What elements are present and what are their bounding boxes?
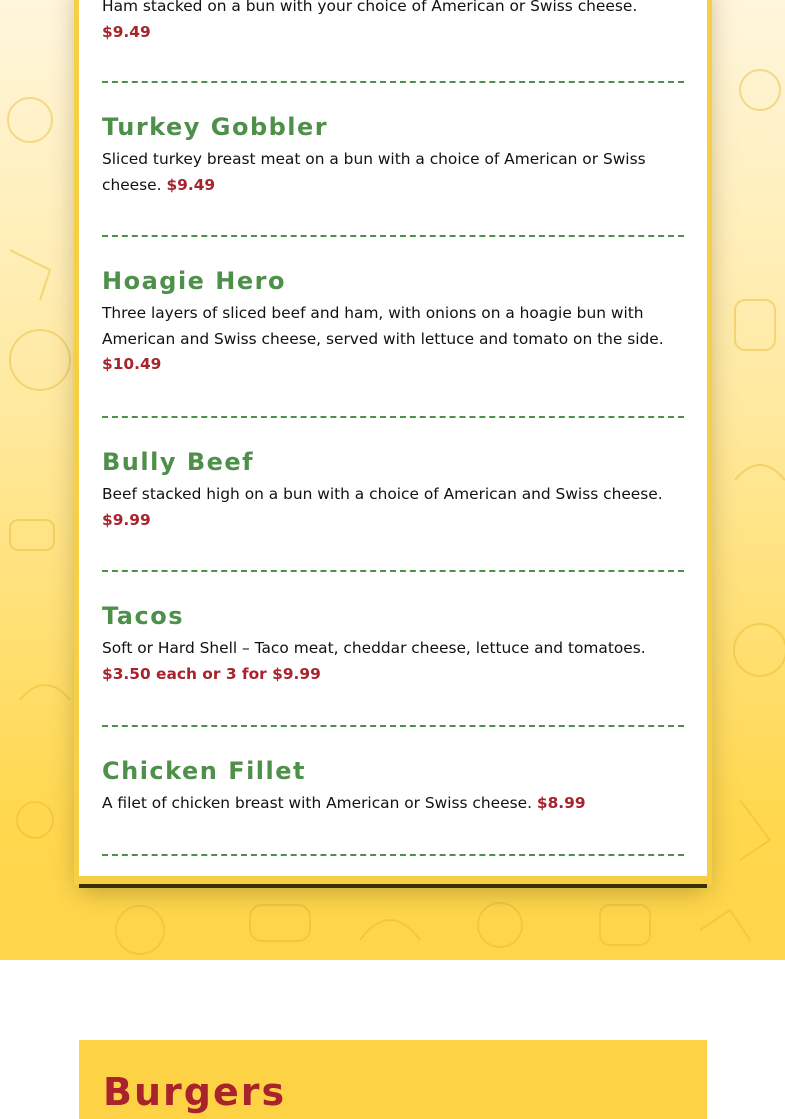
menu-item-description: [102, 301, 684, 378]
menu-item-description: [102, 636, 684, 687]
menu-item-name: Bully Beef: [102, 448, 255, 476]
menu-item-description: [102, 482, 684, 533]
dashed-divider: [102, 235, 684, 237]
menu-item-name: Tacos: [102, 602, 184, 630]
menu-item-name: Chicken Fillet: [102, 757, 307, 785]
dashed-divider: [102, 570, 684, 572]
menu-item-chicken-fillet: [102, 757, 684, 817]
menu-item-name: Turkey Gobbler: [102, 113, 329, 141]
menu-item-hoagie-hero: [102, 267, 684, 378]
menu-item-tacos: [102, 602, 684, 687]
description-text: A filet of chicken breast with American or Swiss cheese.: [102, 794, 532, 812]
dashed-divider: [102, 81, 684, 83]
description-text: Beef stacked high on a bun with a choice of American and Swiss cheese.: [102, 485, 663, 503]
menu-item-name: Hoagie Hero: [102, 267, 286, 295]
menu-item-price: $9.49: [102, 22, 151, 41]
menu-item-ham: [102, 0, 684, 45]
menu-item-description: [102, 0, 684, 45]
menu-item-price: $10.49: [102, 355, 162, 374]
description-text: Sliced turkey breast meat on a bun with a choice of American or Swiss cheese.: [102, 150, 646, 194]
menu-item-turkey-gobbler: [102, 113, 684, 198]
menu-card: [79, 0, 707, 880]
menu-item-price: $8.99: [536, 794, 586, 812]
menu-item-price: $9.99: [102, 510, 151, 529]
card-bottom-edge: [79, 876, 707, 884]
section-title: Burgers: [103, 1070, 287, 1114]
menu-item-description: [102, 147, 684, 198]
menu-item-price: $3.50 each or 3 for $9.99: [102, 664, 321, 683]
dashed-divider: [102, 416, 684, 418]
burgers-section-header: [79, 1040, 707, 1119]
menu-item-description: [102, 791, 684, 817]
menu-item-bully-beef: [102, 448, 684, 533]
description-text: Soft or Hard Shell – Taco meat, cheddar cheese, lettuce and tomatoes.: [102, 639, 646, 657]
description-text: Three layers of sliced beef and ham, with onions on a hoagie bun with American and Swiss cheese, served with lettuce and tomato on the side.: [102, 304, 664, 348]
description-text: Ham stacked on a bun with your choice of American or Swiss cheese.: [102, 0, 638, 15]
dashed-divider: [102, 725, 684, 727]
menu-item-price: $9.49: [166, 175, 216, 194]
dashed-divider: [102, 854, 684, 856]
